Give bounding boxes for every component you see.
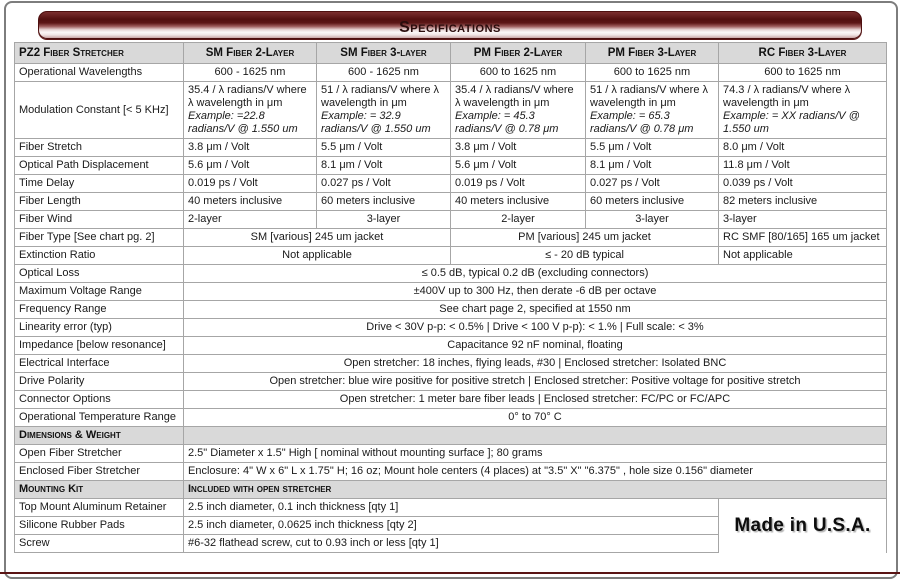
- spec-cell: 5.5 μm / Volt: [317, 139, 451, 157]
- spec-cell: 0.019 ps / Volt: [451, 175, 586, 193]
- row-label: Connector Options: [15, 391, 184, 409]
- row-label: Fiber Type [See chart pg. 2]: [15, 229, 184, 247]
- row-label: Screw: [15, 535, 184, 553]
- spec-cell: 2.5 inch diameter, 0.0625 inch thickness [qty 2]: [184, 517, 719, 535]
- row-label: Open Fiber Stretcher: [15, 445, 184, 463]
- spec-cell: SM [various] 245 um jacket: [184, 229, 451, 247]
- spec-cell: 3.8 μm / Volt: [451, 139, 586, 157]
- specifications-table: [14, 42, 887, 553]
- spec-cell: #6-32 flathead screw, cut to 0.93 inch or less [qty 1]: [184, 535, 719, 553]
- column-header: PM Fiber 3-Layer: [586, 43, 719, 64]
- column-header: SM Fiber 3-layer: [317, 43, 451, 64]
- spec-cell: 40 meters inclusive: [184, 193, 317, 211]
- spec-cell: [184, 427, 887, 445]
- spec-cell: 2-layer: [184, 211, 317, 229]
- spec-cell: Drive < 30V p-p: < 0.5% | Drive < 100 V p-p): < 1.% | Full scale: < 3%: [184, 319, 887, 337]
- spec-cell: 5.6 μm / Volt: [184, 157, 317, 175]
- spec-cell: 3-layer: [586, 211, 719, 229]
- spec-cell: 40 meters inclusive: [451, 193, 586, 211]
- spec-cell: 5.5 μm / Volt: [586, 139, 719, 157]
- row-label: Silicone Rubber Pads: [15, 517, 184, 535]
- spec-cell: ≤ - 20 dB typical: [451, 247, 719, 265]
- spec-cell: 600 to 1625 nm: [719, 64, 887, 82]
- spec-cell: 74.3 / λ radians/V where λ wavelength in μm Example: = XX radians/V @ 1.550 um: [719, 82, 887, 139]
- table-row: [15, 247, 887, 265]
- column-header: PM Fiber 2-Layer: [451, 43, 586, 64]
- spec-cell: 0.039 ps / Volt: [719, 175, 887, 193]
- row-label: Linearity error (typ): [15, 319, 184, 337]
- spec-cell: 60 meters inclusive: [317, 193, 451, 211]
- specifications-title-banner: [38, 11, 862, 39]
- spec-cell: 600 to 1625 nm: [586, 64, 719, 82]
- spec-cell: 2.5 inch diameter, 0.1 inch thickness [qty 1]: [184, 499, 719, 517]
- column-header: RC Fiber 3-Layer: [719, 43, 887, 64]
- table-row: [15, 409, 887, 427]
- spec-cell: 0.027 ps / Volt: [317, 175, 451, 193]
- table-row: [15, 499, 887, 517]
- bottom-rule: [0, 572, 900, 574]
- row-label: Electrical Interface: [15, 355, 184, 373]
- row-label: Operational Wavelengths: [15, 64, 184, 82]
- spec-cell: Not applicable: [184, 247, 451, 265]
- spec-cell: 82 meters inclusive: [719, 193, 887, 211]
- row-label: Top Mount Aluminum Retainer: [15, 499, 184, 517]
- table-row: [15, 82, 887, 139]
- table-row: [15, 373, 887, 391]
- table-row: [15, 445, 887, 463]
- spec-cell: RC SMF [80/165] 165 um jacket: [719, 229, 887, 247]
- spec-cell: Included with open stretcher: [184, 481, 887, 499]
- spec-cell: Enclosure: 4" W x 6" L x 1.75" H; 16 oz; Mount hole centers (4 places) at "3.5" X" "6.375" , hole size 0.156" diameter: [184, 463, 887, 481]
- spec-cell: 35.4 / λ radians/V where λ wavelength in μm Example: =22.8 radians/V @ 1.550 um: [184, 82, 317, 139]
- row-label: Operational Temperature Range: [15, 409, 184, 427]
- spec-cell: Not applicable: [719, 247, 887, 265]
- spec-cell: 11.8 μm / Volt: [719, 157, 887, 175]
- header-row: [15, 43, 887, 64]
- spec-cell: Open stretcher: 1 meter bare fiber leads | Enclosed stretcher: FC/PC or FC/APC: [184, 391, 887, 409]
- table-row: [15, 265, 887, 283]
- table-row: [15, 193, 887, 211]
- spec-cell: 8.1 μm / Volt: [317, 157, 451, 175]
- row-label: Drive Polarity: [15, 373, 184, 391]
- spec-cell: 51 / λ radians/V where λ wavelength in μm Example: = 32.9 radians/V @ 1.550 um: [317, 82, 451, 139]
- spec-cell: 2.5" Diameter x 1.5" High [ nominal without mounting surface ]; 80 grams: [184, 445, 887, 463]
- spec-cell: Open stretcher: 18 inches, flying leads, #30 | Enclosed stretcher: Isolated BNC: [184, 355, 887, 373]
- row-label: Frequency Range: [15, 301, 184, 319]
- spec-cell: PM [various] 245 um jacket: [451, 229, 719, 247]
- table-row: [15, 175, 887, 193]
- row-label: Optical Path Displacement: [15, 157, 184, 175]
- row-label: Fiber Length: [15, 193, 184, 211]
- spec-cell: See chart page 2, specified at 1550 nm: [184, 301, 887, 319]
- spec-cell: 35.4 / λ radians/V where λ wavelength in μm Example: = 45.3 radians/V @ 0.78 μm: [451, 82, 586, 139]
- spec-cell: 51 / λ radians/V where λ wavelength in μm Example: = 65.3 radians/V @ 0.78 μm: [586, 82, 719, 139]
- row-label: Optical Loss: [15, 265, 184, 283]
- table-row: [15, 139, 887, 157]
- table-row: [15, 337, 887, 355]
- row-label: Maximum Voltage Range: [15, 283, 184, 301]
- table-row: [15, 463, 887, 481]
- table-row: [15, 64, 887, 82]
- row-label: Fiber Wind: [15, 211, 184, 229]
- table-row: [15, 355, 887, 373]
- section-row: [15, 427, 887, 445]
- spec-cell: 2-layer: [451, 211, 586, 229]
- spec-cell: 3-layer: [317, 211, 451, 229]
- spec-cell: Capacitance 92 nF nominal, floating: [184, 337, 887, 355]
- spec-cell: 0° to 70° C: [184, 409, 887, 427]
- row-label: Enclosed Fiber Stretcher: [15, 463, 184, 481]
- row-label: Extinction Ratio: [15, 247, 184, 265]
- column-header: SM Fiber 2-Layer: [184, 43, 317, 64]
- row-label: Mounting Kit: [15, 481, 184, 499]
- spec-cell: 3-layer: [719, 211, 887, 229]
- spec-cell: ≤ 0.5 dB, typical 0.2 dB (excluding connectors): [184, 265, 887, 283]
- made-in-usa-label: Made in U.S.A.: [719, 499, 887, 553]
- table-row: [15, 229, 887, 247]
- page-title: Specifications: [399, 19, 501, 36]
- spec-cell: 8.1 μm / Volt: [586, 157, 719, 175]
- table-row: [15, 391, 887, 409]
- table-row: [15, 301, 887, 319]
- spec-cell: 0.019 ps / Volt: [184, 175, 317, 193]
- spec-cell: 60 meters inclusive: [586, 193, 719, 211]
- table-row: [15, 157, 887, 175]
- spec-cell: Open stretcher: blue wire positive for positive stretch | Enclosed stretcher: Positive voltage for positive stretch: [184, 373, 887, 391]
- spec-cell: ±400V up to 300 Hz, then derate -6 dB per octave: [184, 283, 887, 301]
- spec-cell: 3.8 μm / Volt: [184, 139, 317, 157]
- row-label: Dimensions & Weight: [15, 427, 184, 445]
- row-label: Modulation Constant [< 5 KHz]: [15, 82, 184, 139]
- spec-cell: 600 - 1625 nm: [184, 64, 317, 82]
- section-row: [15, 481, 887, 499]
- spec-cell: 8.0 μm / Volt: [719, 139, 887, 157]
- row-label: Time Delay: [15, 175, 184, 193]
- column-header: PZ2 Fiber Stretcher: [15, 43, 184, 64]
- table-row: [15, 319, 887, 337]
- row-label: Impedance [below resonance]: [15, 337, 184, 355]
- spec-cell: 600 - 1625 nm: [317, 64, 451, 82]
- table-row: [15, 283, 887, 301]
- table-row: [15, 211, 887, 229]
- row-label: Fiber Stretch: [15, 139, 184, 157]
- spec-cell: 0.027 ps / Volt: [586, 175, 719, 193]
- spec-cell: 5.6 μm / Volt: [451, 157, 586, 175]
- spec-cell: 600 to 1625 nm: [451, 64, 586, 82]
